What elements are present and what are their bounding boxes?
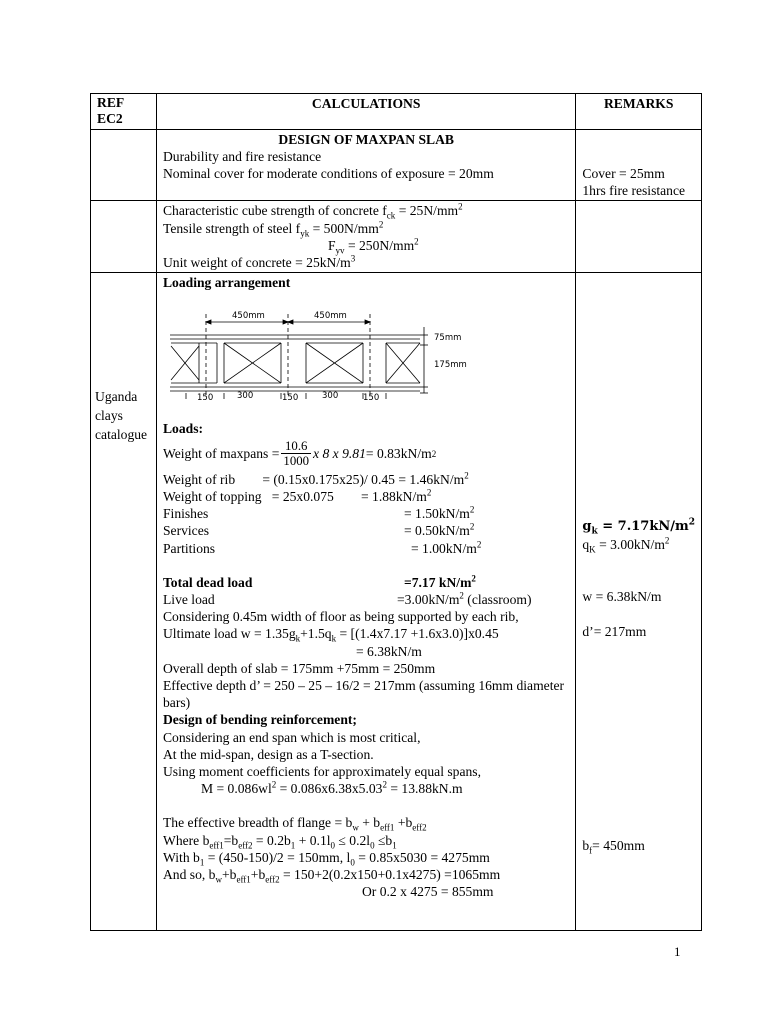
dim-bottom-3: 150 [281, 392, 299, 400]
d-remark: d’= 217mm [582, 624, 647, 640]
live-load-line: Live load $=3.00kN/m^2$ (classroom) [162, 590, 532, 608]
dim-bottom-5: 150 [362, 392, 380, 400]
ref-header: REF EC2 [91, 94, 157, 130]
cover-remark: Cover = 25mm [582, 166, 665, 181]
section-loading [91, 273, 702, 931]
loading-arrangement-title: Loading arrangement [162, 275, 291, 291]
calculations-header: CALCULATIONS [156, 94, 575, 130]
effective-breadth-line: The effective breadth of flange = $b_w + b_{eff1} +b_{eff2}$ [162, 815, 427, 834]
dim-bottom-4: 300 [321, 390, 339, 400]
dim-bottom-2: 300 [236, 390, 254, 400]
topping-weight-line: Weight of topping = 25x0.075 = $1.88kN/m^2$ [162, 487, 432, 505]
rib-weight-line: Weight of rib = (0.15x0.175x25)/ $0.45 = 1.46kN/m^2$ [162, 470, 469, 487]
gk-remark: $g_k = 7.17kN/m^2$ [582, 518, 695, 537]
header-row [91, 94, 702, 130]
with-line: With $b_1 = (450-150)/2 = 150mm$, $l_0 = 0.85x5030 = 4275mm$ [162, 849, 490, 868]
qk-remark: $q_K = 3.00kN/m^2$ [582, 535, 670, 556]
slab-section-diagram [157, 292, 551, 400]
overall-depth-line: Overall depth of slab = 175mm +75mm = 250mm [162, 660, 436, 676]
page-number: 1 [674, 944, 681, 959]
fire-resistance-remark: 1hrs fire resistance [582, 183, 686, 199]
maxpans-fraction: $\frac{10.6}{1000}$ [283, 439, 310, 469]
and-so-line: And so, $b_w+b_{eff1}+b_{eff2} = 150+2(0.2x150+0.1x4275) =1065mm$ [162, 867, 501, 885]
effective-depth-line: Effective depth d’ = 250 – 25 – 16/2 = 217mm (assuming 16mm diameter bars) [162, 678, 565, 711]
slab-design-title: DESIGN OF MAXPAN SLAB [278, 132, 454, 147]
dim-top-1: 450mm [231, 310, 265, 321]
section-durability [91, 130, 702, 201]
ultimate-load-result: = 6.38kN/m [355, 643, 422, 659]
services-line: Services = $0.50kN/m^2$ [162, 521, 475, 539]
nominal-cover-line: Nominal cover for moderate conditions of exposure = 20mm [162, 166, 494, 182]
finishes-line: Finishes = $1.50kN/m^2$ [162, 504, 475, 522]
rib-width-line: Considering 0.45m width of floor as being supported by each rib, [162, 609, 519, 625]
dim-top-2: 450mm [313, 310, 347, 321]
total-dead-load-line: Total dead load =7.17 $kN/m^2$ [162, 573, 476, 590]
cube-strength-line: Characteristic cube strength of concrete $f_{ck} = 25N/mm^2$ [162, 201, 463, 222]
bending-design-title: Design of bending reinforcement; [162, 712, 357, 728]
durability-line: Durability and fire resistance [162, 149, 322, 165]
where-line: Where $b_{eff1}=b_{eff2} = 0.2b_1 + 0.1l_0 \le 0.2l_0 \le b_1$ [162, 832, 397, 851]
moment-coefficients-line: Using moment coefficients for approximately equal spans, [162, 764, 481, 780]
calculation-table [90, 93, 702, 931]
partitions-line: Partitions = $1.00kN/m^2$ [162, 539, 482, 556]
alternative-breadth-line: Or 0.2 x 4275 = 855mm [361, 884, 494, 900]
catalogue-reference: Uganda clays catalogue [95, 389, 148, 443]
loads-title: Loads: [162, 420, 204, 436]
dim-right-1: 75mm [433, 332, 462, 343]
loading-diagram [163, 292, 569, 402]
link-strength-line: $F_{yv} = 250N/mm^2$ [327, 236, 419, 256]
unit-weight-line: Unit weight of concrete = $25kN/m^3$ [162, 253, 356, 271]
mid-span-line: At the mid-span, design as a T-section. [162, 746, 374, 762]
dim-bottom-1: 150 [196, 392, 214, 400]
section-materials [91, 201, 702, 273]
ultimate-load-line: Ultimate load $w = 1.35g_k+1.5q_k = [(1.4x7.17 +1.6x3.0)]x0.45$ [162, 626, 499, 645]
bf-remark: $b_f= 450mm$ [582, 838, 645, 857]
moment-line: $M = 0.086wl^2 = 0.086x6.38x5.03^2 = 13.88kN.m$ [200, 779, 463, 797]
maxpans-weight-line: Weight of maxpans = $\frac{10.6}{1000}$ x 8 x 9.81 = 0.83kN/m 2 [162, 439, 437, 469]
w-remark: w = 6.38kN/m [582, 589, 662, 605]
end-span-line: Considering an end span which is most critical, [162, 729, 421, 745]
remarks-header: REMARKS [576, 94, 702, 130]
dim-right-2: 175mm [433, 359, 467, 370]
steel-strength-line: Tensile strength of steel $f_{yk} = 500N/mm^2$ [162, 219, 384, 239]
